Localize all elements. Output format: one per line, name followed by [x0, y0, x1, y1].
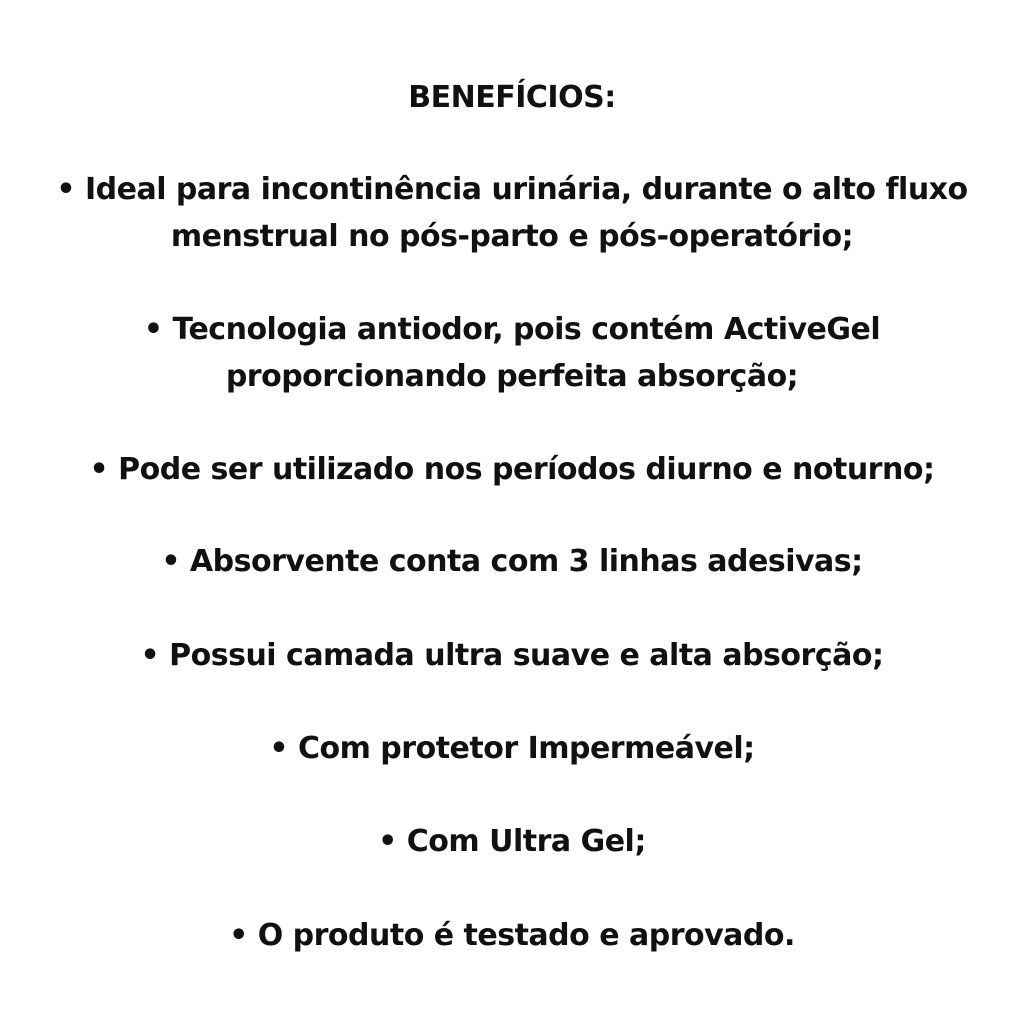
benefit-line: • Com protetor Impermeável;: [269, 731, 755, 766]
benefit-line: • Pode ser utilizado nos períodos diurno e noturno;: [89, 452, 935, 487]
benefit-line: menstrual no pós-parto e pós-operatório;: [170, 219, 854, 254]
benefit-item-tested: [0, 912, 1024, 959]
benefit-item-antiodor: [0, 306, 1024, 400]
benefit-item-soft-layer: [0, 632, 1024, 679]
benefit-line: • Com Ultra Gel;: [378, 824, 646, 859]
benefit-item-waterproof: [0, 725, 1024, 772]
benefit-item-day-night: [0, 446, 1024, 493]
benefit-line: • Possui camada ultra suave e alta absorção;: [140, 638, 884, 673]
benefit-item-adhesive-lines: [0, 538, 1024, 585]
benefit-line: proporcionando perfeita absorção;: [225, 359, 799, 394]
benefit-line: • Ideal para incontinência urinária, durante o alto fluxo: [56, 172, 968, 207]
benefit-item-incontinence: [0, 166, 1024, 260]
page-title: BENEFÍCIOS:: [408, 80, 616, 115]
benefit-line: • Absorvente conta com 3 linhas adesivas;: [161, 544, 863, 579]
benefit-line: • O produto é testado e aprovado.: [229, 918, 795, 953]
benefit-item-ultra-gel: [0, 818, 1024, 865]
benefit-line: • Tecnologia antiodor, pois contém ActiveGel: [143, 312, 881, 347]
